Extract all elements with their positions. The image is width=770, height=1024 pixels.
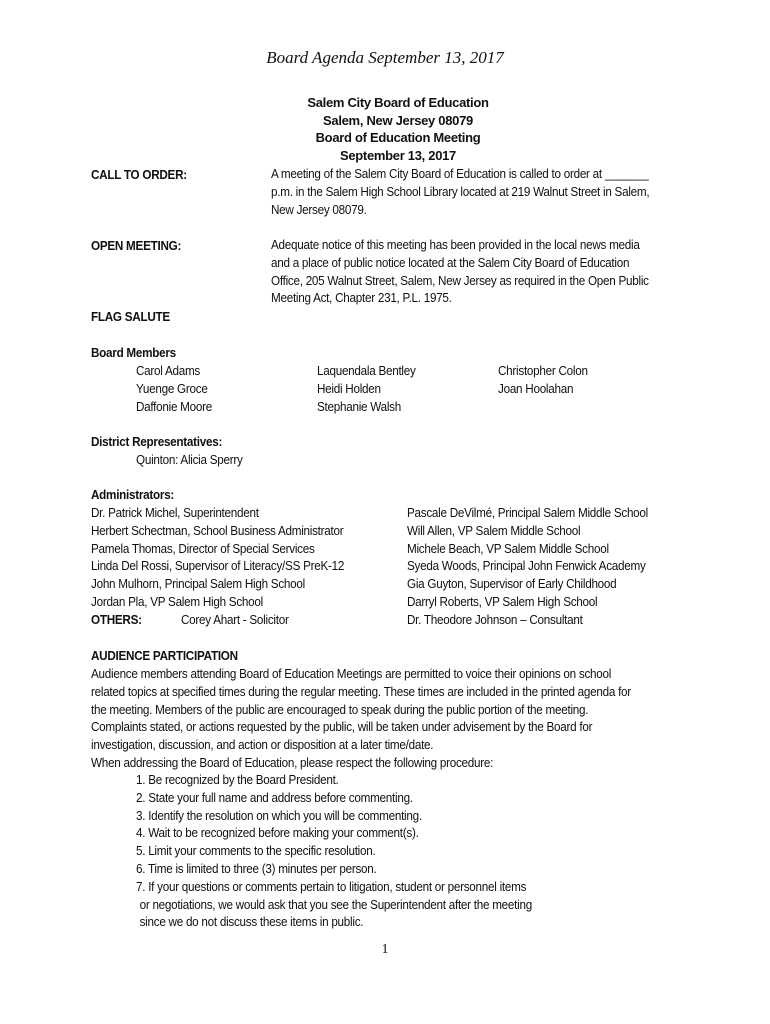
paragraph-line: Audience members attending Board of Education Meetings are permitted to voice their opinions on school: [91, 666, 612, 681]
others-label: OTHERS:: [91, 612, 142, 627]
title-line: Salem, New Jersey 08079: [323, 112, 473, 128]
procedure-list: [136, 771, 532, 931]
administrator: Dr. Patrick Michel, Superintendent: [91, 505, 259, 520]
running-header: Board Agenda September 13, 2017: [266, 48, 504, 67]
board-member: Carol Adams: [136, 363, 201, 378]
paragraph-line: p.m. in the Salem High School Library located at 219 Walnut Street in Salem,: [271, 183, 650, 199]
title-block: [200, 94, 596, 164]
paragraph-line: related topics at specified times during the regular meeting. These times are included in the printed agenda for: [91, 683, 631, 699]
administrator: Syeda Woods, Principal John Fenwick Academy: [407, 558, 646, 574]
administrator: Michele Beach, VP Salem Middle School: [407, 540, 609, 556]
administrators-right: [407, 504, 648, 629]
administrator: Darryl Roberts, VP Salem High School: [407, 593, 598, 609]
board-members-label: Board Members: [91, 345, 176, 360]
administrator: Pamela Thomas, Director of Special Services: [91, 540, 315, 556]
administrator: Linda Del Rossi, Supervisor of Literacy/SS PreK-12: [91, 558, 345, 574]
call-to-order-label: CALL TO ORDER:: [91, 167, 187, 182]
board-member: Joan Hoolahan: [498, 380, 574, 396]
procedure-item-continued: or negotiations, we would ask that you see the Superintendent after the meeting: [139, 896, 532, 912]
procedure-item: 6. Time is limited to three (3) minutes per person.: [136, 860, 377, 876]
board-members-col-1: [136, 362, 212, 415]
administrators-label: Administrators:: [91, 487, 175, 502]
paragraph-line: New Jersey 08079.: [271, 201, 367, 217]
district-rep: Quinton: Alicia Sperry: [136, 452, 243, 467]
others-value: Corey Ahart - Solicitor: [181, 612, 289, 627]
procedure-item: 1. Be recognized by the Board President.: [136, 772, 339, 787]
open-meeting-label: OPEN MEETING:: [91, 238, 182, 253]
board-member: Daffonie Moore: [136, 398, 213, 414]
paragraph-line: When addressing the Board of Education, please respect the following procedure:: [91, 754, 494, 770]
board-members-col-3: [498, 362, 588, 398]
board-member: Laquendala Bentley: [317, 363, 416, 378]
audience-heading: AUDIENCE PARTICIPATION: [91, 648, 238, 663]
paragraph-line: A meeting of the Salem City Board of Education is called to order at _______: [271, 166, 649, 181]
paragraph-line: Office, 205 Walnut Street, Salem, New Jersey as required in the Open Public: [271, 272, 649, 288]
title-line: Board of Education Meeting: [315, 130, 481, 145]
board-member: Stephanie Walsh: [317, 398, 401, 414]
administrator: Dr. Theodore Johnson – Consultant: [407, 611, 583, 627]
title-line: September 13, 2017: [339, 147, 456, 163]
paragraph-line: the meeting. Members of the public are encouraged to speak during the public portion of the meeting.: [91, 701, 589, 717]
administrator: Pascale DeVilmé, Principal Salem Middle School: [407, 505, 648, 520]
paragraph-line: Complaints stated, or actions requested by the public, will be taken under advisement by the Board for: [91, 719, 593, 735]
administrator: Will Allen, VP Salem Middle School: [407, 522, 581, 538]
paragraph-line: investigation, discussion, and action or disposition at a later time/date.: [91, 737, 434, 753]
procedure-item-continued: since we do not discuss these items in public.: [139, 914, 364, 930]
flag-salute-label: FLAG SALUTE: [91, 309, 170, 324]
administrators-left: [91, 504, 344, 611]
title-line: Salem City Board of Education: [307, 95, 489, 110]
board-member: Heidi Holden: [317, 380, 381, 396]
audience-paragraph: [91, 665, 631, 772]
call-to-order-text: [271, 165, 694, 218]
procedure-item: 7. If your questions or comments pertain to litigation, student or personnel items: [136, 878, 527, 894]
open-meeting-text: [271, 236, 694, 307]
procedure-item: 4. Wait to be recognized before making your comment(s).: [136, 825, 419, 841]
district-reps-label: District Representatives:: [91, 434, 223, 449]
page-number: 1: [381, 942, 389, 957]
paragraph-line: Meeting Act, Chapter 231, P.L. 1975.: [271, 290, 452, 306]
paragraph-line: Adequate notice of this meeting has been provided in the local news media: [271, 237, 640, 252]
procedure-item: 5. Limit your comments to the specific resolution.: [136, 843, 376, 859]
administrator: Gia Guyton, Supervisor of Early Childhood: [407, 576, 617, 592]
administrator: Jordan Pla, VP Salem High School: [91, 593, 263, 609]
board-members-col-2: [317, 362, 416, 415]
administrator: John Mulhorn, Principal Salem High School: [91, 576, 305, 592]
administrator: Herbert Schectman, School Business Administrator: [91, 522, 344, 538]
board-member: Yuenge Groce: [136, 380, 208, 396]
procedure-item: 3. Identify the resolution on which you will be commenting.: [136, 807, 422, 823]
procedure-item: 2. State your full name and address before commenting.: [136, 789, 413, 805]
board-member: Christopher Colon: [498, 363, 588, 378]
paragraph-line: and a place of public notice located at the Salem City Board of Education: [271, 254, 630, 270]
